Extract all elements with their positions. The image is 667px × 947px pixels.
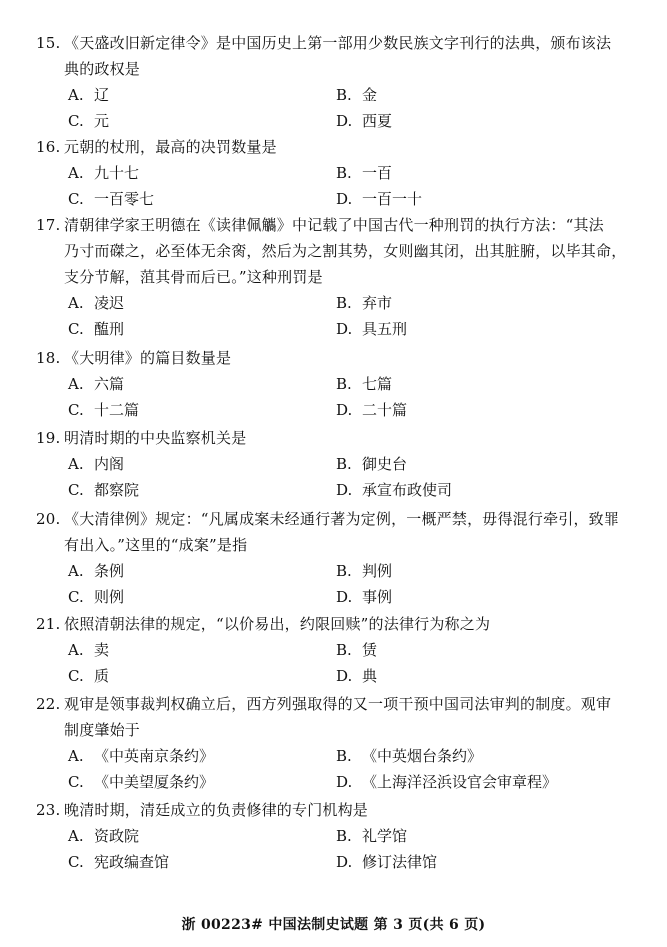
option-d: D. 一百一十	[336, 190, 423, 208]
option-a: A. 六篇	[68, 375, 125, 393]
question-23	[36, 797, 636, 875]
question-number: 17.	[36, 216, 61, 234]
option-d: D. 西夏	[336, 112, 393, 130]
question-text-line: 乃寸而磔之，必至体无余脔，然后为之割其势，女则幽其闭，出其脏腑，以毕其命，	[64, 242, 627, 260]
question-21	[36, 611, 636, 689]
option-d: D. 具五刑	[336, 320, 408, 338]
question-15	[36, 30, 636, 134]
option-c: C. 质	[68, 667, 110, 685]
question-number: 21.	[36, 615, 61, 633]
question-22	[36, 691, 636, 795]
question-stem	[36, 345, 636, 371]
question-text-line: 依照清朝法律的规定，“以价易出，约限回赎”的法律行为称之为	[64, 615, 491, 633]
question-text-line: 典的政权是	[64, 60, 141, 78]
question-number: 19.	[36, 429, 61, 447]
question-text-line: 元朝的杖刑，最高的决罚数量是	[64, 138, 277, 156]
option-a: A. 《中英南京条约》	[68, 747, 215, 765]
option-c: C. 元	[68, 112, 110, 130]
option-d: D. 事例	[336, 588, 393, 606]
question-text-line: 《大明律》的篇目数量是	[64, 349, 232, 367]
option-a: A. 辽	[68, 86, 110, 104]
question-text-line: 清朝律学家王明德在《读律佩觿》中记载了中国古代一种刑罚的执行方法：“其法	[64, 216, 604, 234]
options-grid	[68, 743, 628, 795]
option-b: B. 弃市	[336, 294, 393, 312]
options-grid	[68, 160, 628, 212]
question-number: 23.	[36, 801, 61, 819]
question-20	[36, 506, 636, 610]
question-text-line: 明清时期的中央监察机关是	[64, 429, 247, 447]
question-text-line: 有出入。”这里的“成案”是指	[64, 536, 248, 554]
options-grid	[68, 558, 628, 610]
option-b: B. 一百	[336, 164, 393, 182]
option-c: C. 都察院	[68, 481, 140, 499]
option-d: D. 修订法律馆	[336, 853, 438, 871]
question-number: 15.	[36, 34, 61, 52]
options-grid	[68, 290, 628, 342]
options-grid	[68, 637, 628, 689]
option-a: A. 条例	[68, 562, 125, 580]
question-text-line: 《天盛改旧新定律令》是中国历史上第一部用少数民族文字刊行的法典，颁布该法	[64, 34, 612, 52]
option-c: C. 则例	[68, 588, 125, 606]
question-stem	[36, 30, 636, 82]
option-c: C. 一百零七	[68, 190, 155, 208]
option-b: B. 赁	[336, 641, 378, 659]
question-number: 16.	[36, 138, 61, 156]
options-grid	[68, 371, 628, 423]
question-text-line: 晚清时期，清廷成立的负责修律的专门机构是	[64, 801, 369, 819]
question-16	[36, 134, 636, 212]
option-c: C. 《中美望厦条约》	[68, 773, 215, 791]
question-stem	[36, 691, 636, 743]
question-text-line: 观审是领事裁判权确立后，西方列强取得的又一项干预中国司法审判的制度。观审	[64, 695, 612, 713]
option-a: A. 九十七	[68, 164, 140, 182]
question-stem	[36, 797, 636, 823]
question-stem	[36, 134, 636, 160]
question-17	[36, 212, 636, 342]
question-number: 18.	[36, 349, 61, 367]
option-c: C. 醢刑	[68, 320, 125, 338]
question-text-line: 制度肇始于	[64, 721, 141, 739]
option-b: B. 礼学馆	[336, 827, 408, 845]
option-d: D. 《上海洋泾浜设官会审章程》	[336, 773, 558, 791]
options-grid	[68, 451, 628, 503]
option-a: A. 卖	[68, 641, 110, 659]
option-c: C. 宪政编查馆	[68, 853, 170, 871]
question-stem	[36, 506, 636, 558]
option-b: B. 判例	[336, 562, 393, 580]
option-d: D. 承宣布政使司	[336, 481, 453, 499]
options-grid	[68, 82, 628, 134]
question-stem	[36, 212, 636, 290]
option-d: D. 二十篇	[336, 401, 408, 419]
option-b: B. 七篇	[336, 375, 393, 393]
question-number: 22.	[36, 695, 61, 713]
question-text-line: 支分节解，菹其骨而后已。”这种刑罚是	[64, 268, 323, 286]
page-footer: 浙 00223# 中国法制史试题 第 3 页(共 6 页)	[181, 917, 486, 933]
option-a: A. 资政院	[68, 827, 140, 845]
question-number: 20.	[36, 510, 61, 528]
question-19	[36, 425, 636, 503]
option-d: D. 典	[336, 667, 378, 685]
question-stem	[36, 425, 636, 451]
options-grid	[68, 823, 628, 875]
question-stem	[36, 611, 636, 637]
option-c: C. 十二篇	[68, 401, 140, 419]
option-b: B. 金	[336, 86, 378, 104]
question-text-line: 《大清律例》规定：“凡属成案未经通行著为定例，一概严禁，毋得混行牵引，致罪	[64, 510, 620, 528]
option-b: B. 御史台	[336, 455, 408, 473]
option-a: A. 凌迟	[68, 294, 125, 312]
option-b: B. 《中英烟台条约》	[336, 747, 483, 765]
question-18	[36, 345, 636, 423]
option-a: A. 内阁	[68, 455, 125, 473]
